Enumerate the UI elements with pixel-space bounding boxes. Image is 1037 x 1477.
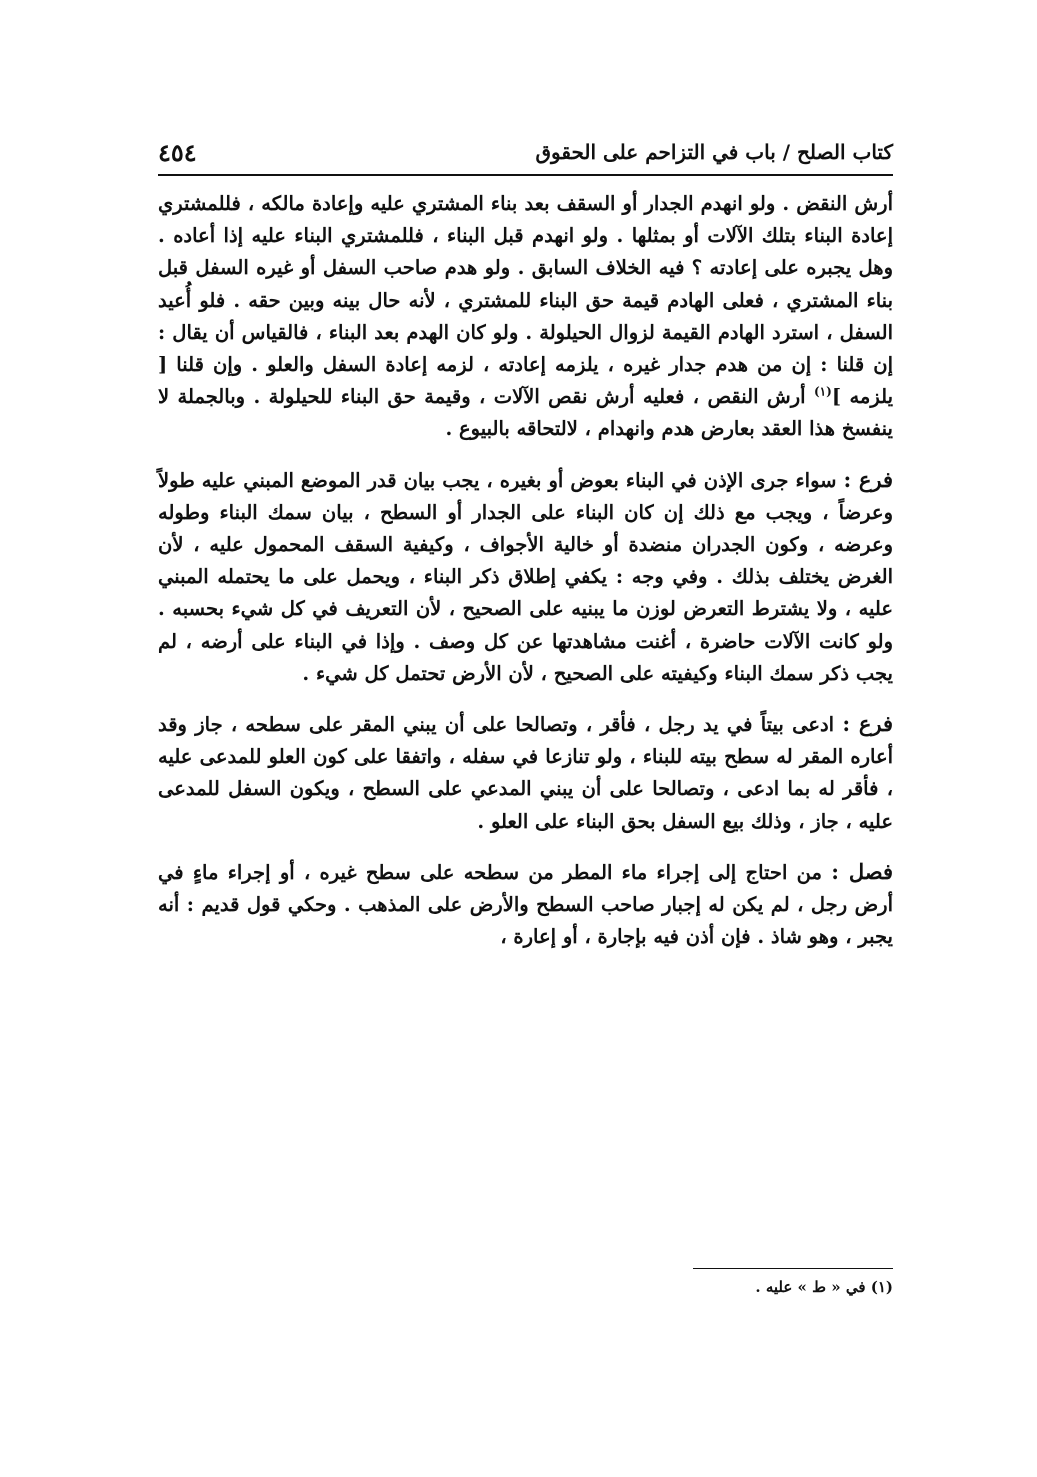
section-lead-fasl: فصل : xyxy=(831,858,893,884)
paragraph-2-text: سواء جرى الإذن في البناء بعوض أو بغيره ، يجب بيان قدر الموضع المبني عليه طولاً وعرضاً ، ويجب مع ذلك إن كان البناء على الجدار أو السطح ، بيان سمك البناء وطوله وعرضه ، وكون الجدران منضدة أو خالية الأجواف ، وكيفية السقف المحمول عليه ، لأن الغرض يختلف بذلك . وفي وجه : يكفي إطلاق ذكر البناء ، ويحمل على ما يحتمله المبني عليه ، ولا يشترط التعرض لوزن ما يبنيه على الصحيح ، لأن التعريف في كل شيء بحسبه . ولو كانت الآلات حاضرة ، أغنت مشاهدتها عن كل وصف . وإذا في البناء على أرضه ، لم يجب ذكر سمك البناء وكيفيته على الصحيح ، لأن الأرض تحتمل كل شيء . xyxy=(158,468,893,685)
footnote-divider xyxy=(693,1268,893,1269)
footnote: (١) في « ط » عليه . xyxy=(755,1278,893,1296)
paragraph-1-text: أرش النقض . ولو انهدم الجدار أو السقف بعد بناء المشتري عليه وإعادة مالكه ، فللمشتري إعادة البناء بتلك الآلات أو بمثلها . ولو انهدم قبل البناء ، فللمشتري البناء عليه إذا أعاده . وهل يجبره على إعادته ؟ فيه الخلاف السابق . ولو هدم صاحب السفل أو غيره السفل قبل بناء المشتري ، فعلى الهادم قيمة حق البناء للمشتري ، لأنه حال بينه وبين حقه . فلو أُعيد السفل ، استرد الهادم القيمة لزوال الحيلولة . ولو كان الهدم بعد البناء ، فالقياس أن يقال : إن قلنا : إن من هدم جدار غيره ، يلزمه إعادته ، لزمه إعادة السفل والعلو . وإن قلنا [ يلزمه ] xyxy=(158,192,893,409)
footnote-reference: (١) xyxy=(813,384,832,399)
body-text xyxy=(158,188,893,953)
running-title: كتاب الصلح / باب في التزاحم على الحقوق xyxy=(535,140,893,164)
paragraph-4-text: من احتاج إلى إجراء ماء المطر من سطحه على سطح غيره ، أو إجراء ماءٍ في أرض رجل ، لم يكن له إجبار صاحب السطح والأرض على المذهب . وحكي قول قديم : أنه يجبر ، وهو شاذ . فإن أذن فيه بإجارة ، أو إعارة ، xyxy=(158,860,893,949)
page-number: ٤٥٤ xyxy=(158,138,197,167)
section-lead-far: فرع : xyxy=(842,711,894,737)
paragraph-3-text: ادعى بيتاً في يد رجل ، فأقر ، وتصالحا على أن يبني المقر على سطحه ، جاز وقد أعاره المقر له سطح بيته للبناء ، ولو تنازعا في سفله ، واتفقا على كون العلو للمدعى عليه ، فأقر له بما ادعى ، وتصالحا على أن يبني المدعي على السطح ، ويكون السفل للمدعى عليه ، جاز ، وذلك بيع السفل بحق البناء على العلو . xyxy=(158,713,893,833)
page-header xyxy=(158,130,893,176)
paragraph-1-text-after: أرش النقص ، فعليه أرش نقص الآلات ، وقيمة حق البناء للحيلولة . وبالجملة لا ينفسخ هذا العقد بعارض هدم وانهدام ، لالتحاقه بالبيوع . xyxy=(158,385,893,441)
paragraph-4 xyxy=(158,856,893,954)
paragraph-2 xyxy=(158,464,893,690)
section-lead-far: فرع : xyxy=(843,466,894,492)
paragraph-1 xyxy=(158,188,893,446)
paragraph-3 xyxy=(158,708,893,838)
book-page xyxy=(158,130,893,1330)
